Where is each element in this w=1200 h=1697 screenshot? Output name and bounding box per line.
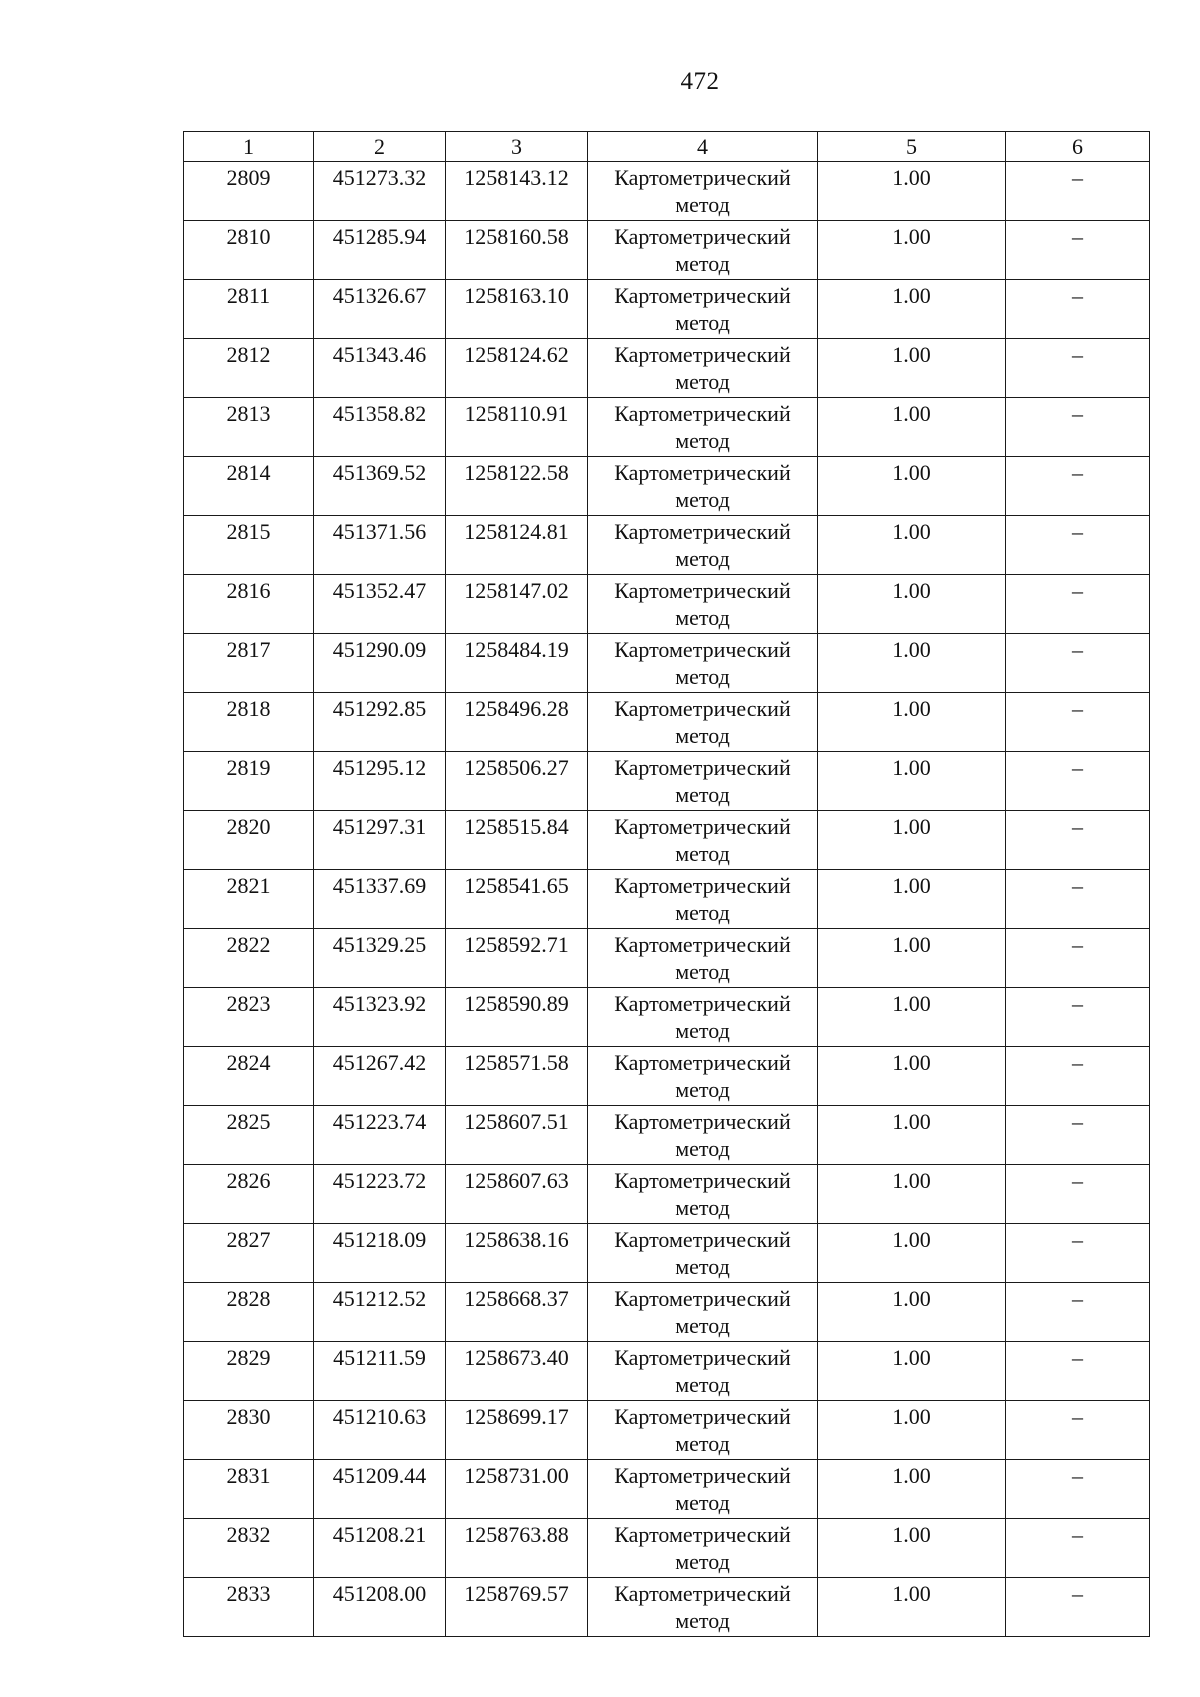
table-row <box>184 634 1150 693</box>
column-header-6: 6 <box>1006 132 1150 162</box>
header-row <box>184 132 1150 162</box>
method-line-2: метод <box>675 251 730 276</box>
method-line-1: Картометрический <box>614 755 791 780</box>
note-cell: – <box>1006 1519 1150 1578</box>
note-cell: – <box>1006 1224 1150 1283</box>
note-cell: – <box>1006 1165 1150 1224</box>
column-header-2: 2 <box>314 132 446 162</box>
method-cell <box>588 457 818 516</box>
y-coordinate-cell: 1258592.71 <box>446 929 588 988</box>
table-header <box>184 132 1150 162</box>
table-row <box>184 988 1150 1047</box>
method-cell <box>588 339 818 398</box>
table-row <box>184 457 1150 516</box>
x-coordinate-cell: 451209.44 <box>314 1460 446 1519</box>
table-row <box>184 1283 1150 1342</box>
y-coordinate-cell: 1258110.91 <box>446 398 588 457</box>
note-cell: – <box>1006 1106 1150 1165</box>
method-line-2: метод <box>675 605 730 630</box>
method-line-2: метод <box>675 1195 730 1220</box>
point-number-cell: 2812 <box>184 339 314 398</box>
point-number-cell: 2822 <box>184 929 314 988</box>
note-cell: – <box>1006 752 1150 811</box>
y-coordinate-cell: 1258163.10 <box>446 280 588 339</box>
table-row <box>184 1342 1150 1401</box>
method-line-2: метод <box>675 664 730 689</box>
accuracy-cell: 1.00 <box>818 634 1006 693</box>
table-row <box>184 1047 1150 1106</box>
table-row <box>184 811 1150 870</box>
table-row <box>184 1224 1150 1283</box>
x-coordinate-cell: 451290.09 <box>314 634 446 693</box>
point-number-cell: 2826 <box>184 1165 314 1224</box>
method-line-2: метод <box>675 782 730 807</box>
table-row <box>184 575 1150 634</box>
page-number: 472 <box>680 68 720 95</box>
accuracy-cell: 1.00 <box>818 339 1006 398</box>
point-number-cell: 2828 <box>184 1283 314 1342</box>
accuracy-cell: 1.00 <box>818 693 1006 752</box>
x-coordinate-cell: 451358.82 <box>314 398 446 457</box>
method-line-1: Картометрический <box>614 283 791 308</box>
x-coordinate-cell: 451352.47 <box>314 575 446 634</box>
x-coordinate-cell: 451210.63 <box>314 1401 446 1460</box>
accuracy-cell: 1.00 <box>818 575 1006 634</box>
y-coordinate-cell: 1258515.84 <box>446 811 588 870</box>
y-coordinate-cell: 1258160.58 <box>446 221 588 280</box>
x-coordinate-cell: 451326.67 <box>314 280 446 339</box>
x-coordinate-cell: 451285.94 <box>314 221 446 280</box>
method-line-1: Картометрический <box>614 696 791 721</box>
x-coordinate-cell: 451295.12 <box>314 752 446 811</box>
point-number-cell: 2824 <box>184 1047 314 1106</box>
accuracy-cell: 1.00 <box>818 1578 1006 1637</box>
accuracy-cell: 1.00 <box>818 811 1006 870</box>
point-number-cell: 2815 <box>184 516 314 575</box>
note-cell: – <box>1006 1342 1150 1401</box>
accuracy-cell: 1.00 <box>818 457 1006 516</box>
table-row <box>184 870 1150 929</box>
point-number-cell: 2823 <box>184 988 314 1047</box>
method-cell <box>588 1106 818 1165</box>
method-line-2: метод <box>675 310 730 335</box>
point-number-cell: 2817 <box>184 634 314 693</box>
point-number-cell: 2827 <box>184 1224 314 1283</box>
table-row <box>184 221 1150 280</box>
point-number-cell: 2820 <box>184 811 314 870</box>
y-coordinate-cell: 1258607.63 <box>446 1165 588 1224</box>
method-cell <box>588 1224 818 1283</box>
column-header-4: 4 <box>588 132 818 162</box>
note-cell: – <box>1006 457 1150 516</box>
method-line-1: Картометрический <box>614 165 791 190</box>
method-line-2: метод <box>675 1490 730 1515</box>
accuracy-cell: 1.00 <box>818 1519 1006 1578</box>
method-line-1: Картометрический <box>614 991 791 1016</box>
x-coordinate-cell: 451223.74 <box>314 1106 446 1165</box>
method-line-1: Картометрический <box>614 460 791 485</box>
x-coordinate-cell: 451369.52 <box>314 457 446 516</box>
method-line-2: метод <box>675 900 730 925</box>
accuracy-cell: 1.00 <box>818 1224 1006 1283</box>
point-number-cell: 2825 <box>184 1106 314 1165</box>
method-cell <box>588 1165 818 1224</box>
column-header-3: 3 <box>446 132 588 162</box>
accuracy-cell: 1.00 <box>818 1401 1006 1460</box>
note-cell: – <box>1006 988 1150 1047</box>
note-cell: – <box>1006 1047 1150 1106</box>
point-number-cell: 2816 <box>184 575 314 634</box>
method-cell <box>588 870 818 929</box>
table-row <box>184 1519 1150 1578</box>
note-cell: – <box>1006 339 1150 398</box>
method-line-1: Картометрический <box>614 1168 791 1193</box>
x-coordinate-cell: 451267.42 <box>314 1047 446 1106</box>
x-coordinate-cell: 451323.92 <box>314 988 446 1047</box>
x-coordinate-cell: 451371.56 <box>314 516 446 575</box>
point-number-cell: 2831 <box>184 1460 314 1519</box>
point-number-cell: 2809 <box>184 162 314 221</box>
y-coordinate-cell: 1258673.40 <box>446 1342 588 1401</box>
method-line-1: Картометрический <box>614 1522 791 1547</box>
note-cell: – <box>1006 811 1150 870</box>
method-line-1: Картометрический <box>614 1581 791 1606</box>
method-line-1: Картометрический <box>614 224 791 249</box>
x-coordinate-cell: 451211.59 <box>314 1342 446 1401</box>
y-coordinate-cell: 1258769.57 <box>446 1578 588 1637</box>
y-coordinate-cell: 1258143.12 <box>446 162 588 221</box>
method-cell <box>588 1519 818 1578</box>
method-cell <box>588 1578 818 1637</box>
table-row <box>184 162 1150 221</box>
accuracy-cell: 1.00 <box>818 280 1006 339</box>
table-row <box>184 516 1150 575</box>
method-cell <box>588 280 818 339</box>
point-number-cell: 2810 <box>184 221 314 280</box>
table-row <box>184 693 1150 752</box>
table-row <box>184 1578 1150 1637</box>
y-coordinate-cell: 1258638.16 <box>446 1224 588 1283</box>
point-number-cell: 2811 <box>184 280 314 339</box>
method-line-1: Картометрический <box>614 814 791 839</box>
note-cell: – <box>1006 1578 1150 1637</box>
method-cell <box>588 929 818 988</box>
method-line-1: Картометрический <box>614 932 791 957</box>
column-header-5: 5 <box>818 132 1006 162</box>
method-cell <box>588 752 818 811</box>
method-cell <box>588 162 818 221</box>
accuracy-cell: 1.00 <box>818 929 1006 988</box>
note-cell: – <box>1006 929 1150 988</box>
accuracy-cell: 1.00 <box>818 1047 1006 1106</box>
y-coordinate-cell: 1258496.28 <box>446 693 588 752</box>
note-cell: – <box>1006 1401 1150 1460</box>
table-row <box>184 752 1150 811</box>
method-cell <box>588 693 818 752</box>
method-line-2: метод <box>675 369 730 394</box>
y-coordinate-cell: 1258484.19 <box>446 634 588 693</box>
point-number-cell: 2819 <box>184 752 314 811</box>
y-coordinate-cell: 1258590.89 <box>446 988 588 1047</box>
y-coordinate-cell: 1258668.37 <box>446 1283 588 1342</box>
accuracy-cell: 1.00 <box>818 162 1006 221</box>
accuracy-cell: 1.00 <box>818 870 1006 929</box>
y-coordinate-cell: 1258763.88 <box>446 1519 588 1578</box>
method-line-2: метод <box>675 192 730 217</box>
x-coordinate-cell: 451212.52 <box>314 1283 446 1342</box>
method-line-1: Картометрический <box>614 342 791 367</box>
note-cell: – <box>1006 516 1150 575</box>
table-row <box>184 1401 1150 1460</box>
method-cell <box>588 811 818 870</box>
method-line-2: метод <box>675 546 730 571</box>
method-line-1: Картометрический <box>614 1227 791 1252</box>
accuracy-cell: 1.00 <box>818 221 1006 280</box>
x-coordinate-cell: 451208.00 <box>314 1578 446 1637</box>
method-cell <box>588 516 818 575</box>
method-cell <box>588 1047 818 1106</box>
accuracy-cell: 1.00 <box>818 1460 1006 1519</box>
x-coordinate-cell: 451297.31 <box>314 811 446 870</box>
method-line-2: метод <box>675 487 730 512</box>
x-coordinate-cell: 451292.85 <box>314 693 446 752</box>
y-coordinate-cell: 1258699.17 <box>446 1401 588 1460</box>
table-row <box>184 398 1150 457</box>
method-line-1: Картометрический <box>614 401 791 426</box>
x-coordinate-cell: 451329.25 <box>314 929 446 988</box>
note-cell: – <box>1006 398 1150 457</box>
y-coordinate-cell: 1258122.58 <box>446 457 588 516</box>
method-line-2: метод <box>675 428 730 453</box>
method-line-1: Картометрический <box>614 637 791 662</box>
method-line-2: метод <box>675 841 730 866</box>
y-coordinate-cell: 1258124.81 <box>446 516 588 575</box>
y-coordinate-cell: 1258541.65 <box>446 870 588 929</box>
note-cell: – <box>1006 221 1150 280</box>
y-coordinate-cell: 1258571.58 <box>446 1047 588 1106</box>
accuracy-cell: 1.00 <box>818 988 1006 1047</box>
method-cell <box>588 1401 818 1460</box>
accuracy-cell: 1.00 <box>818 1165 1006 1224</box>
table-row <box>184 280 1150 339</box>
point-number-cell: 2813 <box>184 398 314 457</box>
method-line-1: Картометрический <box>614 1109 791 1134</box>
x-coordinate-cell: 451218.09 <box>314 1224 446 1283</box>
method-line-1: Картометрический <box>614 1463 791 1488</box>
method-line-1: Картометрический <box>614 519 791 544</box>
method-line-2: метод <box>675 1372 730 1397</box>
table-row <box>184 1106 1150 1165</box>
point-number-cell: 2830 <box>184 1401 314 1460</box>
note-cell: – <box>1006 575 1150 634</box>
note-cell: – <box>1006 634 1150 693</box>
method-line-1: Картометрический <box>614 1345 791 1370</box>
method-line-2: метод <box>675 1549 730 1574</box>
table-body <box>184 162 1150 1637</box>
point-number-cell: 2832 <box>184 1519 314 1578</box>
method-cell <box>588 1283 818 1342</box>
note-cell: – <box>1006 1460 1150 1519</box>
method-line-2: метод <box>675 1077 730 1102</box>
note-cell: – <box>1006 870 1150 929</box>
y-coordinate-cell: 1258124.62 <box>446 339 588 398</box>
method-cell <box>588 575 818 634</box>
accuracy-cell: 1.00 <box>818 752 1006 811</box>
y-coordinate-cell: 1258147.02 <box>446 575 588 634</box>
method-cell <box>588 398 818 457</box>
coordinates-table <box>183 131 1150 1637</box>
method-line-2: метод <box>675 1608 730 1633</box>
method-line-2: метод <box>675 1431 730 1456</box>
point-number-cell: 2814 <box>184 457 314 516</box>
method-line-2: метод <box>675 1313 730 1338</box>
column-header-1: 1 <box>184 132 314 162</box>
method-line-2: метод <box>675 723 730 748</box>
point-number-cell: 2829 <box>184 1342 314 1401</box>
x-coordinate-cell: 451273.32 <box>314 162 446 221</box>
note-cell: – <box>1006 1283 1150 1342</box>
accuracy-cell: 1.00 <box>818 1342 1006 1401</box>
method-line-2: метод <box>675 1018 730 1043</box>
table-row <box>184 1460 1150 1519</box>
method-cell <box>588 988 818 1047</box>
x-coordinate-cell: 451337.69 <box>314 870 446 929</box>
accuracy-cell: 1.00 <box>818 1106 1006 1165</box>
accuracy-cell: 1.00 <box>818 398 1006 457</box>
table-row <box>184 339 1150 398</box>
y-coordinate-cell: 1258506.27 <box>446 752 588 811</box>
method-line-2: метод <box>675 959 730 984</box>
point-number-cell: 2833 <box>184 1578 314 1637</box>
table-row <box>184 1165 1150 1224</box>
note-cell: – <box>1006 280 1150 339</box>
method-line-2: метод <box>675 1136 730 1161</box>
point-number-cell: 2821 <box>184 870 314 929</box>
note-cell: – <box>1006 693 1150 752</box>
method-cell <box>588 221 818 280</box>
y-coordinate-cell: 1258731.00 <box>446 1460 588 1519</box>
x-coordinate-cell: 451223.72 <box>314 1165 446 1224</box>
method-line-1: Картометрический <box>614 1050 791 1075</box>
accuracy-cell: 1.00 <box>818 516 1006 575</box>
accuracy-cell: 1.00 <box>818 1283 1006 1342</box>
method-line-1: Картометрический <box>614 1286 791 1311</box>
x-coordinate-cell: 451208.21 <box>314 1519 446 1578</box>
method-line-1: Картометрический <box>614 873 791 898</box>
note-cell: – <box>1006 162 1150 221</box>
method-cell <box>588 634 818 693</box>
y-coordinate-cell: 1258607.51 <box>446 1106 588 1165</box>
method-line-2: метод <box>675 1254 730 1279</box>
point-number-cell: 2818 <box>184 693 314 752</box>
method-line-1: Картометрический <box>614 578 791 603</box>
method-cell <box>588 1342 818 1401</box>
method-line-1: Картометрический <box>614 1404 791 1429</box>
method-cell <box>588 1460 818 1519</box>
x-coordinate-cell: 451343.46 <box>314 339 446 398</box>
table-row <box>184 929 1150 988</box>
